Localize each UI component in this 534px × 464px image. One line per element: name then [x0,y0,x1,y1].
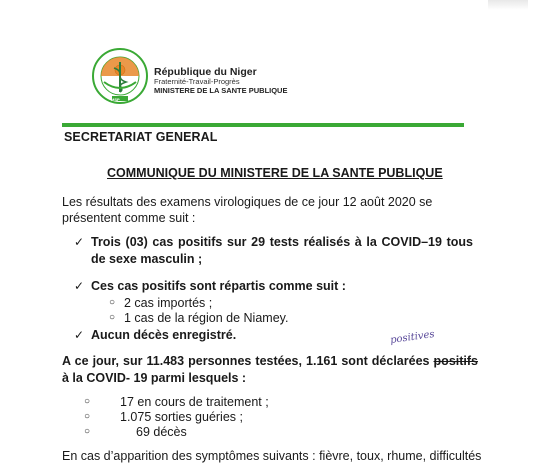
summary-text-end: à la COVID- 19 parmi lesquels : [62,371,247,385]
summary-paragraph [62,353,478,387]
circle-bullet-icon: ○ [84,396,91,407]
circle-bullet-icon: ○ [109,297,116,308]
closing-paragraph: En cas d’apparition des symptômes suivants : fièvre, toux, rhume, difficultés [62,449,482,463]
checkmark-icon: ✓ [74,235,85,249]
header-divider [62,123,464,127]
bullet-text: Trois (03) cas positifs sur 29 tests réalisés à la COVID–19 tous de sexe masculin ; [91,235,473,266]
bullet-positive-cases [74,234,473,268]
stat-text: 69 décès [136,425,187,439]
summary-text-start: A ce jour, sur 11.483 personnes testées, 1.161 sont déclarées [62,354,434,368]
communique-title: COMMUNIQUE DU MINISTERE DE LA SANTE PUBLIQUE [107,166,443,180]
stat-text: 17 en cours de traitement ; [120,395,269,409]
struck-word: positifs [433,354,478,368]
checkmark-icon: ✓ [74,279,85,293]
stat-text: 1.075 sorties guéries ; [120,410,243,424]
sub-bullet-text: 1 cas de la région de Niamey. [124,311,289,325]
ministry-name: MINISTERE DE LA SANTE PUBLIQUE [154,85,288,95]
circle-bullet-icon: ○ [109,312,116,323]
national-motto: Fraternité-Travail-Progrès [154,77,240,87]
bullet-no-deaths [74,327,237,344]
sub-bullet-imported [109,295,213,311]
circle-bullet-icon: ○ [84,411,91,422]
intro-paragraph: Les résultats des examens virologiques de ce jour 12 août 2020 se présentent comme suit : [62,195,433,225]
checkmark-icon: ✓ [74,328,85,342]
sub-bullet-text: 2 cas importés ; [124,296,213,310]
bullet-distribution [74,278,346,295]
ministry-seal-icon [92,48,148,104]
scan-artifact [488,0,528,10]
circle-bullet-icon: ○ [84,426,91,437]
organization-block [154,66,287,95]
handwritten-correction: positives [389,328,436,347]
logo-acronym: MSP [111,97,120,102]
bullet-text: Ces cas positifs sont répartis comme suit : [91,279,346,293]
country-name: République du Niger [154,66,257,78]
sub-bullet-niamey [109,310,289,326]
section-heading: SECRETARIAT GENERAL [64,130,218,144]
bullet-text: Aucun décès enregistré. [91,328,237,342]
